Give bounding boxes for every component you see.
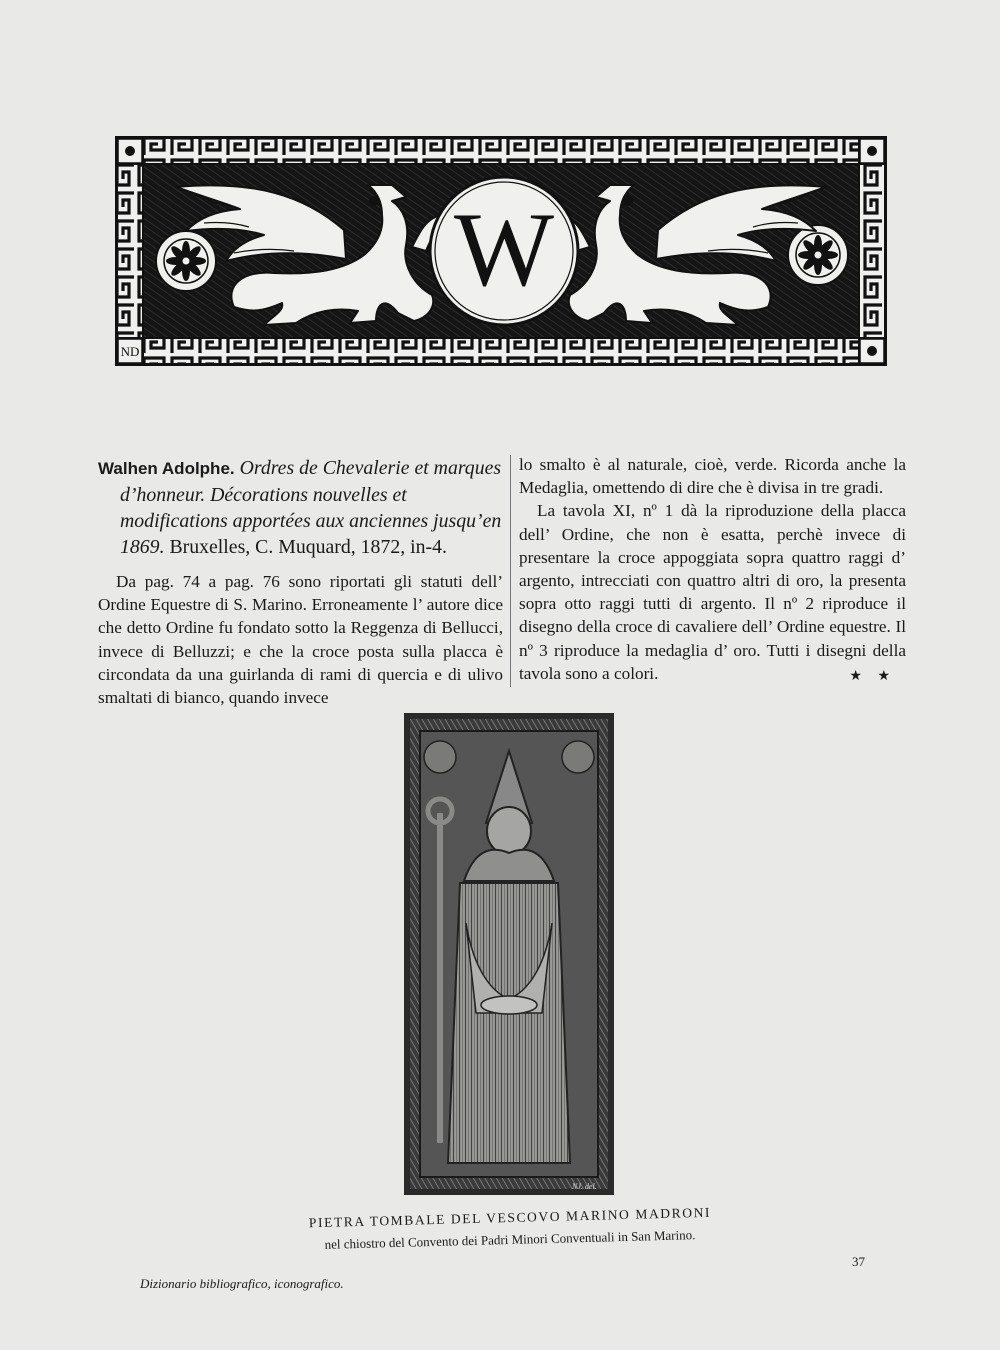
body-paragraph-continuation: lo smalto è al naturale, cioè, verde. Ricorda anche la Medaglia, omettendo di dire che è divisa in tre gradi. <box>519 455 906 498</box>
column-divider <box>510 455 511 687</box>
ornamental-banner <box>114 135 888 367</box>
page-number: 37 <box>852 1254 865 1269</box>
body-paragraph-2: La tavola XI, nº 1 dà la riproduzione della placca dell’ Ordine, che non è esatta, perchè invece di presentare la croce appoggiata sopra quattro raggi d’ argento, intrecciati con quattro altri di oro, la presenta sopra otto raggi tutti di argento. Il nº 2 riproduce il disegno della croce di cavaliere dell’ Ordine equestre. Il nº 3 riproduce la medaglia d’ oro. Tutti i disegni della tavola sono a colori. <box>519 501 906 683</box>
bibliographic-entry <box>98 455 503 560</box>
banner-signature: ND <box>120 344 140 359</box>
figure-caption-subtitle: nel chiostro del Convento dei Padri Minori Conventuali in San Marino. <box>324 1227 696 1252</box>
footer-title: Dizionario bibliografico, iconografico. <box>140 1276 344 1291</box>
figure-caption-title: PIETRA TOMBALE DEL VESCOVO MARINO MADRONI <box>308 1204 712 1231</box>
left-column <box>98 455 503 709</box>
entry-publication: Bruxelles, C. Muquard, 1872, in-4. <box>169 536 447 558</box>
left-rosette <box>156 231 216 291</box>
body-paragraph-1: Da pag. 74 a pag. 76 sono riportati gli statuti dell’ Ordine Equestre di S. Marino. Erroneamente l’ autore dice che detto Ordine fu fondato sotto la Reggenza di Bellucci, invece di Belluzzi; e che la croce posta sulla placca è circondata da una guirlanda di rami di quercia e di ulivo smaltati di bianco, quando invece <box>98 572 503 708</box>
tombstone-engraving <box>404 713 614 1195</box>
right-column <box>519 453 906 688</box>
entry-title: Ordres de Chevalerie et marques d’honneur. Décorations nouvelles et modifications apportées aux anciennes jusqu’en 1869. <box>120 457 502 558</box>
right-rosette <box>788 225 848 285</box>
initial-letter: W <box>453 191 555 308</box>
entry-author: Walhen Adolphe. <box>98 459 235 478</box>
engraver-mark: NJ. del. <box>572 1182 597 1191</box>
section-end-stars: ★ ★ <box>849 669 896 685</box>
